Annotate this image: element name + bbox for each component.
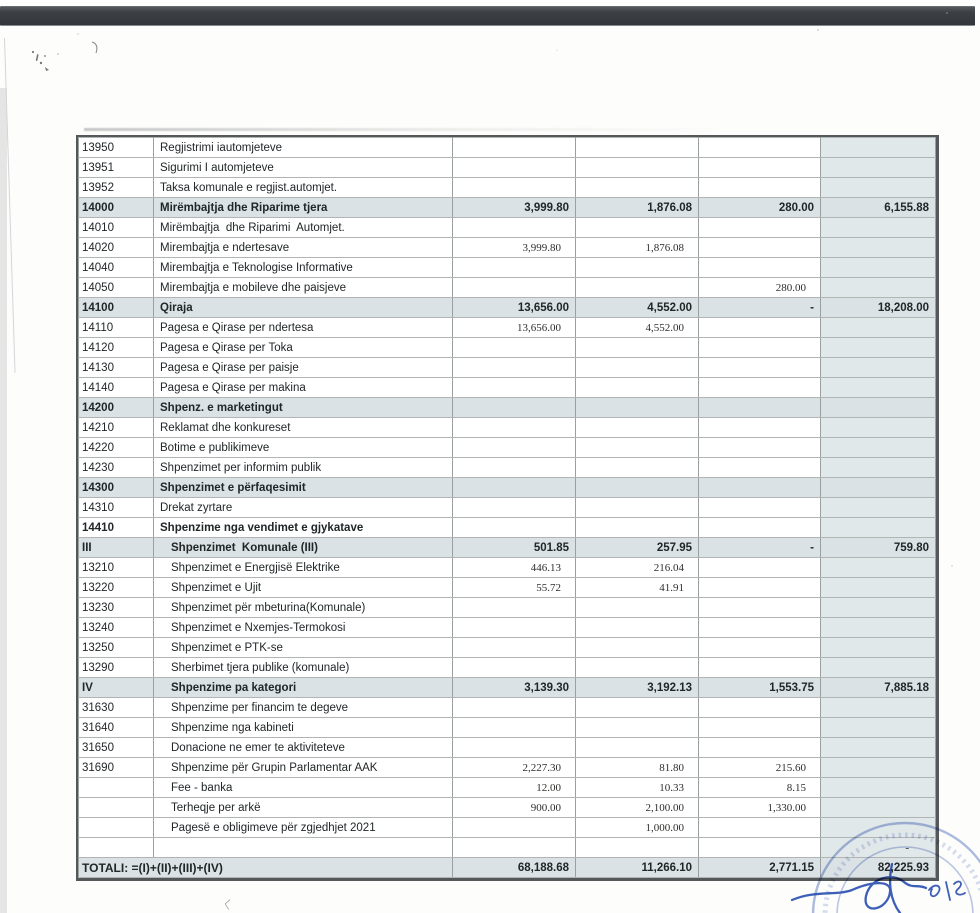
value-cell [699, 338, 821, 358]
total-value-cell [821, 598, 936, 618]
value-cell [453, 458, 576, 478]
value-cell [576, 638, 699, 658]
value-cell [699, 818, 821, 838]
value-cell [576, 178, 699, 198]
total-value-cell [821, 618, 936, 638]
description-cell: Sigurimi I automjeteve [154, 158, 453, 178]
table-row [79, 518, 936, 538]
value-cell [453, 658, 576, 678]
code-cell: 14010 [79, 218, 154, 238]
total-value-cell [821, 418, 936, 438]
table-row [79, 178, 936, 198]
value-cell [453, 338, 576, 358]
value-cell [699, 378, 821, 398]
description-cell: Regjistrimi iautomjeteve [154, 138, 453, 158]
description-cell: Reklamat dhe konkureset [154, 418, 453, 438]
value-cell [453, 278, 576, 298]
table-row [79, 558, 936, 578]
code-cell: 14110 [79, 318, 154, 338]
table-row [79, 138, 936, 158]
total-value-cell [821, 218, 936, 238]
value-cell [699, 578, 821, 598]
value-cell: 1,876.08 [576, 198, 699, 218]
value-cell: 1,876.08 [576, 238, 699, 258]
description-cell: Terheqje per arkë [154, 798, 453, 818]
value-cell: 3,139.30 [453, 678, 576, 698]
description-cell: Shpenzimet e Nxemjes-Termokosi [154, 618, 453, 638]
value-cell: 216.04 [576, 558, 699, 578]
value-cell: 10.33 [576, 778, 699, 798]
value-cell: 4,552.00 [576, 298, 699, 318]
value-cell [576, 138, 699, 158]
total-value-cell [821, 318, 936, 338]
code-cell: 13220 [79, 578, 154, 598]
description-cell: Botime e publikimeve [154, 438, 453, 458]
value-cell [576, 458, 699, 478]
total-value-cell [821, 518, 936, 538]
total-value-cell [821, 698, 936, 718]
description-cell: Mirembajtja e mobileve dhe paisjeve [154, 278, 453, 298]
value-cell [699, 498, 821, 518]
code-cell: 13952 [79, 178, 154, 198]
description-cell: Pagesë e obligimeve për zgjedhjet 2021 [154, 818, 453, 838]
total-value-cell [821, 138, 936, 158]
description-cell: Shpenz. e marketingut [154, 398, 453, 418]
value-cell: 3,999.80 [453, 198, 576, 218]
code-cell: 14100 [79, 298, 154, 318]
value-cell [576, 438, 699, 458]
value-cell [453, 258, 576, 278]
total-value-cell [821, 758, 936, 778]
table-row [79, 318, 936, 338]
description-cell: Mirëmbajtja dhe Riparime tjera [154, 198, 453, 218]
value-cell [453, 418, 576, 438]
value-cell [453, 178, 576, 198]
value-cell [453, 718, 576, 738]
table-row [79, 818, 936, 838]
table-row [79, 298, 936, 318]
value-cell [699, 398, 821, 418]
code-cell: 13290 [79, 658, 154, 678]
value-cell [576, 158, 699, 178]
value-cell: 280.00 [699, 198, 821, 218]
value-cell [576, 398, 699, 418]
table-row [79, 458, 936, 478]
value-cell [576, 358, 699, 378]
table-row [79, 158, 936, 178]
description-cell: Pagesa e Qirase per Toka [154, 338, 453, 358]
value-cell [576, 718, 699, 738]
code-cell [79, 798, 154, 818]
description-cell: Shpenzimet Komunale (III) [154, 538, 453, 558]
value-cell [576, 378, 699, 398]
total-value-cell [821, 498, 936, 518]
value-cell [576, 338, 699, 358]
value-cell [453, 358, 576, 378]
value-cell [453, 618, 576, 638]
value-cell [453, 218, 576, 238]
total-value-cell [821, 558, 936, 578]
code-cell: 13950 [79, 138, 154, 158]
total-value-cell [821, 718, 936, 738]
code-cell: 13250 [79, 638, 154, 658]
value-cell: 11,266.10 [576, 858, 699, 878]
table-row [79, 378, 936, 398]
description-cell: Donacione ne emer te aktiviteteve [154, 738, 453, 758]
code-cell: 14000 [79, 198, 154, 218]
total-value-cell [821, 478, 936, 498]
value-cell [699, 738, 821, 758]
table-row [79, 418, 936, 438]
table-row [79, 678, 936, 698]
total-label: TOTALI: =(I)+(II)+(III)+(IV) [79, 858, 453, 878]
description-cell: Shpenzime pa kategori [154, 678, 453, 698]
code-cell: 14140 [79, 378, 154, 398]
value-cell [699, 358, 821, 378]
value-cell [453, 638, 576, 658]
table-row [79, 838, 936, 858]
value-cell [699, 518, 821, 538]
description-cell: Shpenzime nga vendimet e gjykatave [154, 518, 453, 538]
description-cell: Mirëmbajtja dhe Riparimi Automjet. [154, 218, 453, 238]
code-cell: III [79, 538, 154, 558]
total-row [79, 858, 936, 878]
total-value-cell [821, 258, 936, 278]
code-cell: 31650 [79, 738, 154, 758]
code-cell: 14220 [79, 438, 154, 458]
total-value-cell [821, 398, 936, 418]
table-row [79, 718, 936, 738]
description-cell [154, 838, 453, 858]
value-cell [699, 238, 821, 258]
table-row [79, 798, 936, 818]
total-value-cell [821, 338, 936, 358]
code-cell [79, 778, 154, 798]
value-cell: 2,227.30 [453, 758, 576, 778]
description-cell: Pagesa e Qirase per ndertesa [154, 318, 453, 338]
value-cell: 1,000.00 [576, 818, 699, 838]
description-cell: Sherbimet tjera publike (komunale) [154, 658, 453, 678]
code-cell [79, 818, 154, 838]
total-value-cell [821, 778, 936, 798]
code-cell: IV [79, 678, 154, 698]
total-value-cell [821, 238, 936, 258]
viewer-toolbar-strip [0, 6, 975, 26]
code-cell: 14020 [79, 238, 154, 258]
table-row [79, 218, 936, 238]
value-cell: 12.00 [453, 778, 576, 798]
code-cell: 14050 [79, 278, 154, 298]
value-cell [576, 478, 699, 498]
expense-table-body [79, 138, 936, 878]
value-cell [576, 598, 699, 618]
description-cell: Shpenzimet per informim publik [154, 458, 453, 478]
value-cell [576, 278, 699, 298]
value-cell: 3,999.80 [453, 238, 576, 258]
value-cell: - [699, 298, 821, 318]
value-cell: 1,553.75 [699, 678, 821, 698]
value-cell [576, 838, 699, 858]
value-cell: 900.00 [453, 798, 576, 818]
description-cell: Qiraja [154, 298, 453, 318]
table-row [79, 618, 936, 638]
code-cell: 14300 [79, 478, 154, 498]
value-cell: - [699, 538, 821, 558]
description-cell: Shpenzime nga kabineti [154, 718, 453, 738]
value-cell: 4,552.00 [576, 318, 699, 338]
code-cell: 14120 [79, 338, 154, 358]
value-cell: 41.91 [576, 578, 699, 598]
value-cell [576, 498, 699, 518]
value-cell [576, 418, 699, 438]
value-cell [453, 818, 576, 838]
total-value-cell: - [821, 838, 936, 858]
table-row [79, 238, 936, 258]
value-cell [699, 138, 821, 158]
value-cell [699, 458, 821, 478]
code-cell: 14040 [79, 258, 154, 278]
table-row [79, 598, 936, 618]
code-cell: 14200 [79, 398, 154, 418]
value-cell [453, 378, 576, 398]
description-cell: Pagesa e Qirase per makina [154, 378, 453, 398]
value-cell: 13,656.00 [453, 318, 576, 338]
table-row [79, 738, 936, 758]
value-cell [576, 618, 699, 638]
scan-smudge [84, 128, 724, 131]
value-cell [699, 178, 821, 198]
description-cell: Shpenzime per financim te degeve [154, 698, 453, 718]
code-cell: 13951 [79, 158, 154, 178]
total-value-cell [821, 378, 936, 398]
value-cell: 501.85 [453, 538, 576, 558]
code-cell: 31630 [79, 698, 154, 718]
value-cell [699, 718, 821, 738]
description-cell: Shpenzime për Grupin Parlamentar AAK [154, 758, 453, 778]
table-row [79, 638, 936, 658]
code-cell: 14410 [79, 518, 154, 538]
value-cell [453, 518, 576, 538]
total-value-cell [821, 438, 936, 458]
total-value-cell [821, 278, 936, 298]
description-cell: Fee - banka [154, 778, 453, 798]
page-left-margin [0, 88, 7, 913]
code-cell: 31640 [79, 718, 154, 738]
code-cell: 14230 [79, 458, 154, 478]
table-row [79, 358, 936, 378]
table-row [79, 438, 936, 458]
value-cell [453, 478, 576, 498]
value-cell: 81.80 [576, 758, 699, 778]
value-cell [453, 138, 576, 158]
ink-speck-chevron: 〈 [218, 897, 231, 912]
value-cell [453, 838, 576, 858]
value-cell: 280.00 [699, 278, 821, 298]
value-cell: 13,656.00 [453, 298, 576, 318]
table-row [79, 198, 936, 218]
value-cell: 1,330.00 [699, 798, 821, 818]
value-cell [699, 638, 821, 658]
value-cell [699, 698, 821, 718]
total-value-cell [821, 358, 936, 378]
value-cell [576, 518, 699, 538]
code-cell: 31690 [79, 758, 154, 778]
description-cell: Shpenzimet e përfaqesimit [154, 478, 453, 498]
value-cell [576, 658, 699, 678]
total-value-cell: 7,885.18 [821, 678, 936, 698]
code-cell: 14210 [79, 418, 154, 438]
value-cell: 68,188.68 [453, 858, 576, 878]
value-cell: 3,192.13 [576, 678, 699, 698]
code-cell: 13210 [79, 558, 154, 578]
expense-table [76, 135, 939, 881]
value-cell: 2,100.00 [576, 798, 699, 818]
value-cell [699, 618, 821, 638]
value-cell [699, 558, 821, 578]
table-row [79, 698, 936, 718]
total-value-cell: 759.80 [821, 538, 936, 558]
value-cell [699, 218, 821, 238]
table-row [79, 538, 936, 558]
value-cell [699, 258, 821, 278]
value-cell: 55.72 [453, 578, 576, 598]
description-cell: Taksa komunale e regjist.automjet. [154, 178, 453, 198]
value-cell [453, 738, 576, 758]
value-cell [576, 738, 699, 758]
table-row [79, 398, 936, 418]
total-value-cell [821, 158, 936, 178]
table-row [79, 498, 936, 518]
value-cell [699, 478, 821, 498]
table-row [79, 778, 936, 798]
table-row [79, 658, 936, 678]
code-cell [79, 838, 154, 858]
total-value-cell: 18,208.00 [821, 298, 936, 318]
value-cell: 257.95 [576, 538, 699, 558]
value-cell: 215.60 [699, 758, 821, 778]
value-cell [699, 438, 821, 458]
total-value-cell: 6,155.88 [821, 198, 936, 218]
value-cell [453, 598, 576, 618]
total-value-cell [821, 578, 936, 598]
value-cell: 8.15 [699, 778, 821, 798]
value-cell [453, 158, 576, 178]
total-value-cell [821, 798, 936, 818]
value-cell [699, 418, 821, 438]
code-cell: 13230 [79, 598, 154, 618]
description-cell: Shpenzimet e Energjisë Elektrike [154, 558, 453, 578]
table-row [79, 258, 936, 278]
code-cell: 14310 [79, 498, 154, 518]
table-row [79, 478, 936, 498]
value-cell [699, 598, 821, 618]
total-value-cell [821, 178, 936, 198]
total-value-cell [821, 458, 936, 478]
value-cell: 446.13 [453, 558, 576, 578]
value-cell [453, 498, 576, 518]
total-value-cell [821, 738, 936, 758]
value-cell [576, 258, 699, 278]
table-row [79, 758, 936, 778]
code-cell: 14130 [79, 358, 154, 378]
value-cell [576, 698, 699, 718]
table-row [79, 278, 936, 298]
value-cell [699, 318, 821, 338]
description-cell: Mirembajtja e ndertesave [154, 238, 453, 258]
description-cell: Shpenzimet e PTK-se [154, 638, 453, 658]
total-value-cell [821, 818, 936, 838]
value-cell [453, 698, 576, 718]
value-cell [576, 218, 699, 238]
value-cell [699, 658, 821, 678]
description-cell: Shpenzimet e Ujit [154, 578, 453, 598]
description-cell: Shpenzimet për mbeturina(Komunale) [154, 598, 453, 618]
value-cell: 2,771.15 [699, 858, 821, 878]
description-cell: Drekat zyrtare [154, 498, 453, 518]
description-cell: Mirembajtja e Teknologise Informative [154, 258, 453, 278]
value-cell [453, 438, 576, 458]
table-row [79, 338, 936, 358]
total-value-cell [821, 638, 936, 658]
total-value-cell: 82,225.93 [821, 858, 936, 878]
total-value-cell [821, 658, 936, 678]
value-cell [699, 158, 821, 178]
value-cell [699, 838, 821, 858]
value-cell [453, 398, 576, 418]
description-cell: Pagesa e Qirase per paisje [154, 358, 453, 378]
table-row [79, 578, 936, 598]
code-cell: 13240 [79, 618, 154, 638]
